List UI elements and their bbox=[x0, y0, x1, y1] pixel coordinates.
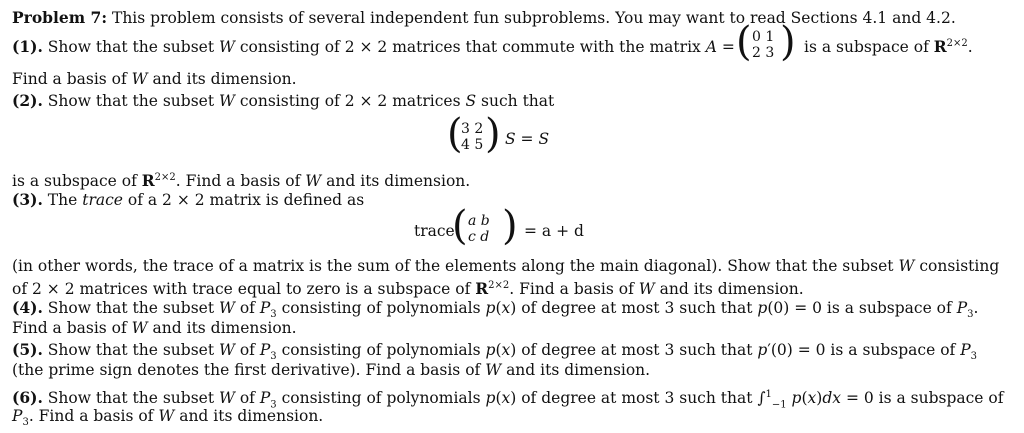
text-line: (6). Show that the subset W of $P_3$ consisting of polynomials p(x) of degree at most 3 such that ∫$^1_{-1}$ p(x)dx = 0 is a subspace of bbox=[12, 388, 1004, 411]
text-line: Problem 7: This problem consists of several independent fun subproblems. You may want to read Sections 4.1 and 4.2. bbox=[12, 8, 956, 27]
text-line: Find a basis of W and its dimension. bbox=[12, 319, 297, 337]
left-paren: ( bbox=[447, 111, 463, 157]
eq3-rhs: = a + d bbox=[524, 222, 584, 240]
text-line: $P_3$. Find a basis of W and its dimension. bbox=[12, 407, 324, 429]
text-line: Find a basis of W and its dimension. bbox=[12, 70, 297, 88]
matrix-eq2: 3 2 4 5 bbox=[461, 121, 484, 153]
text-line: is a subspace of $R^{2\times 2}$. Find a basis of W and its dimension. bbox=[12, 171, 471, 191]
eq2-rhs: S = S bbox=[505, 130, 550, 148]
text-line: (4). Show that the subset W of $P_3$ consisting of polynomials p(x) of degree at most 3 such that p(0) = 0 is a subspace of $P_3$. bbox=[12, 298, 979, 321]
matrix-eq3: a b c d bbox=[468, 213, 490, 245]
right-paren: ) bbox=[780, 19, 796, 65]
text-line: (3). The trace of a 2 × 2 matrix is defined as bbox=[12, 190, 365, 209]
text-line: of 2 × 2 matrices with trace equal to zero is a subspace of $R^{2\times 2}$. Find a basis of W and its dimension. bbox=[12, 279, 804, 299]
right-paren: ) bbox=[502, 203, 518, 249]
text-line: (1). Show that the subset W consisting of 2 × 2 matrices that commute with the matrix A = bbox=[12, 37, 735, 56]
matrix-a: 0 1 2 3 bbox=[752, 29, 775, 61]
trace-label: trace bbox=[414, 222, 455, 240]
left-paren: ( bbox=[736, 19, 752, 65]
text-line: (5). Show that the subset W of $P_3$ consisting of polynomials p(x) of degree at most 3 such that p′(0) = 0 is a subspace of $P_3$ bbox=[12, 340, 978, 363]
left-paren: ( bbox=[452, 203, 468, 249]
matrix-a-after: is a subspace of $R^{2\times 2}$. bbox=[804, 37, 973, 56]
text-line: (in other words, the trace of a matrix is the sum of the elements along the main diagonal). Show that the subset W consisting bbox=[12, 257, 1000, 275]
text-line: (2). Show that the subset W consisting of 2 × 2 matrices S such that bbox=[12, 91, 555, 110]
text-line: (the prime sign denotes the first derivative). Find a basis of W and its dimension. bbox=[12, 361, 651, 379]
right-paren: ) bbox=[485, 111, 501, 157]
